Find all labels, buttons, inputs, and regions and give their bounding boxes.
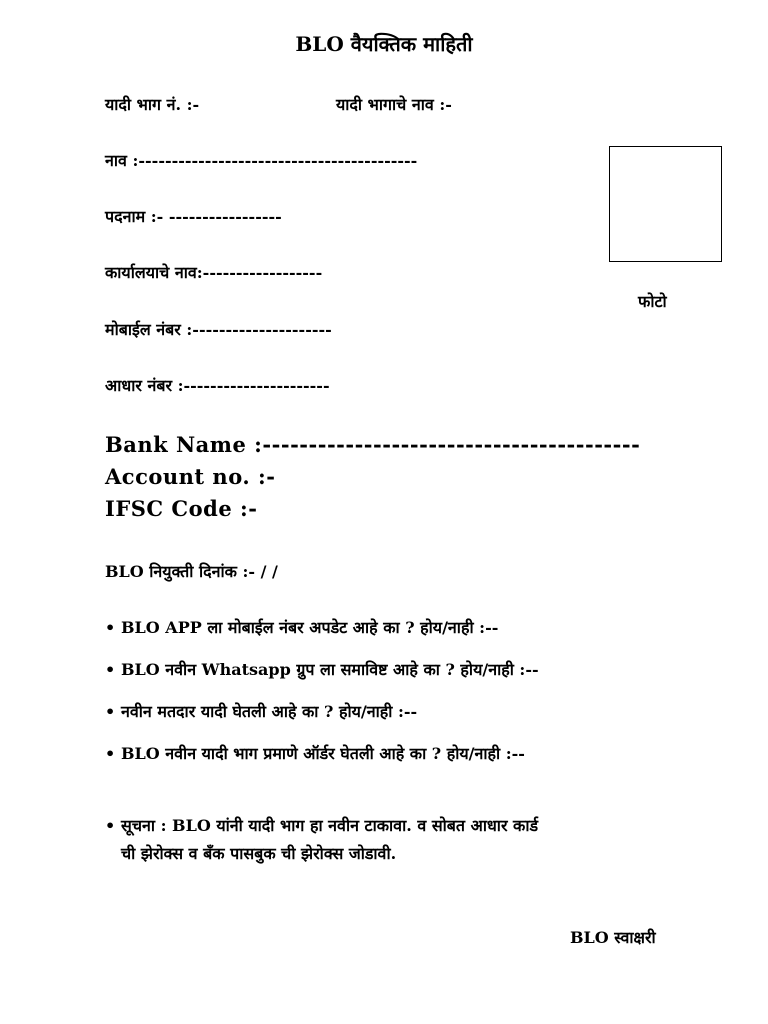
bank-name-field: Bank Name :----------------------------------------- <box>105 432 641 457</box>
yadi-bhag-name-label: यादी भागाचे नाव :- <box>336 95 452 114</box>
photo-box <box>609 146 722 262</box>
note-line-1: • सूचना : BLO यांनी यादी भाग हा नवीन टाकावा. व सोबत आधार कार्ड <box>105 816 539 835</box>
list-item: • BLO APP ला मोबाईल नंबर अपडेट आहे का ? होय/नाही :-- <box>105 618 499 637</box>
yadi-bhag-number-label: यादी भाग नं. :- <box>105 95 200 114</box>
office-name-field: कार्यालयाचे नाव:------------------ <box>105 263 323 282</box>
list-item: • BLO नवीन यादी भाग प्रमाणे ऑर्डर घेतली आहे का ? होय/नाही :-- <box>105 744 525 763</box>
ifsc-code-field: IFSC Code :- <box>105 496 258 521</box>
photo-label: फोटो <box>638 292 667 311</box>
signature-label: BLO स्वाक्षरी <box>570 928 656 947</box>
appointment-date-field: BLO नियुक्ती दिनांक :- / / <box>105 562 278 581</box>
list-item: • नवीन मतदार यादी घेतली आहे का ? होय/नाही :-- <box>105 702 418 721</box>
mobile-number-field: मोबाईल नंबर :--------------------- <box>105 320 332 339</box>
list-item: • BLO नवीन Whatsapp ग्रुप ला समाविष्ट आहे का ? होय/नाही :-- <box>105 660 539 679</box>
note-line-2: ची झेरोक्स व बँक पासबुक ची झेरोक्स जोडावी. <box>121 844 397 863</box>
page-title: BLO वैयक्तिक माहिती <box>295 32 473 56</box>
designation-field: पदनाम :- ----------------- <box>105 207 282 226</box>
aadhar-number-field: आधार नंबर :---------------------- <box>105 376 330 395</box>
name-field: नाव :------------------------------------------ <box>105 151 418 170</box>
account-number-field: Account no. :- <box>105 464 276 489</box>
